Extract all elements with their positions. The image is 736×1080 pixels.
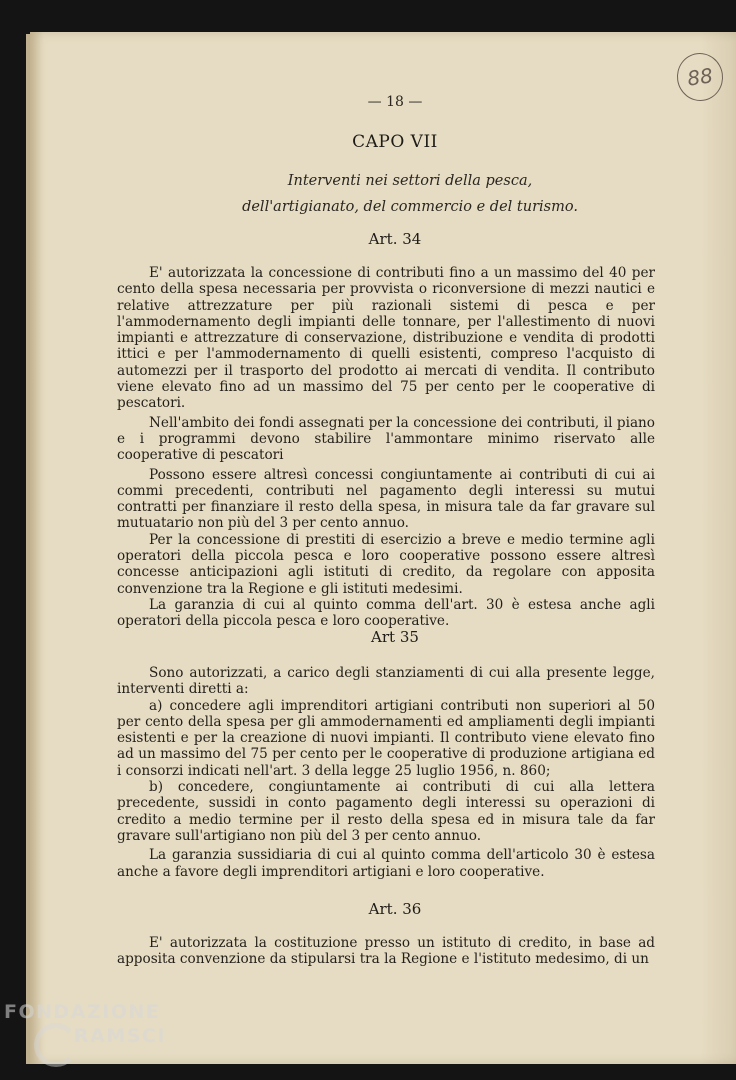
article-heading: Art. 34 — [368, 230, 422, 248]
article-heading: Art. 36 — [368, 900, 422, 918]
chapter-subtitle — [0, 168, 736, 220]
article-paragraph: b) concedere, congiuntamente ai contributi di cui alla lettera precedente, sussidi in conto pagamento degli interessi su operazioni di credito a medio termine per il resto della spesa ed in misura tale da far gravare sull'artigiano non più del 3 per cento annuo. — [117, 779, 655, 844]
article-paragraph: Per la concessione di prestiti di esercizio a breve e medio termine agli operatori della piccola pesca e loro cooperative possono essere altresì concesse anticipazioni agli istituti di credito, da regolare con apposita convenzione tra la Regione e gli istituti medesimi. — [117, 531, 655, 597]
watermark — [4, 1000, 166, 1048]
article-paragraph: Nell'ambito dei fondi assegnati per la concessione dei contributi, il piano e i programmi devono stabilire l'ammontare minimo riservato alle cooperative di pescatori — [117, 414, 655, 464]
article-body — [117, 935, 655, 968]
article-heading: Art 35 — [371, 628, 419, 646]
article-paragraph: a) concedere agli imprenditori artigiani contributi non superiori al 50 per cento della spesa per gli ammodernamenti ed ampliamenti degli impianti esistenti e per la creazione di nuovi impianti. Il contributo viene elevato fino ad un massimo del 75 per cento per le cooperative di produzione artigiana ed i consorzi indicati nell'art. 3 della legge 25 luglio 1956, n. 860; — [117, 697, 655, 779]
article-paragraph: La garanzia di cui al quinto comma dell'art. 30 è estesa anche agli operatori della piccola pesca e loro cooperative. — [117, 596, 655, 630]
watermark-line: RAMSCI — [74, 1025, 166, 1047]
article-paragraph: La garanzia sussidiaria di cui al quinto comma dell'articolo 30 è estesa anche a favore degli imprenditori artigiani e loro cooperative. — [117, 847, 655, 880]
article-paragraph: Sono autorizzati, a carico degli stanziamenti di cui alla presente legge, interventi diretti a: — [117, 665, 655, 698]
article-body — [117, 665, 655, 880]
watermark-line: FONDAZIONE — [4, 1001, 161, 1023]
archive-stamp-number: 88 — [685, 63, 715, 91]
page-number: — 18 — — [367, 94, 423, 110]
chapter-subtitle-line: dell'artigianato, del commercio e del turismo. — [242, 199, 578, 215]
chapter-title: CAPO VII — [352, 132, 438, 152]
article-paragraph: E' autorizzata la costituzione presso un istituto di credito, in base ad apposita convenzione da stipularsi tra la Regione e l'istituto medesimo, di un — [117, 935, 655, 968]
article-paragraph: Possono essere altresì concessi congiuntamente ai contributi di cui ai commi precedenti, contributi nel pagamento degli interessi su mutui contratti per finanziare il resto della spesa, in misura tale da far gravare sul mutuatario non più del 3 per cento annuo. — [117, 466, 655, 532]
chapter-subtitle-line: Interventi nei settori della pesca, — [287, 173, 533, 189]
article-body — [117, 265, 655, 630]
article-paragraph: E' autorizzata la concessione di contributi fino a un massimo del 40 per cento della spesa necessaria per provvista o riconversione di mezzi nautici e relative attrezzature per più razionali sistemi di pesca e per l'ammodernamento degli impianti delle tonnare, per l'allestimento di nuovi impianti e attrezzature di conservazione, distribuzione e vendita di prodotti ittici e per l'ammodernamento di quelli esistenti, compreso l'acquisto di automezzi per il trasporto del prodotto ai mercati di vendita. Il contributo viene elevato fino ad un massimo del 75 per cento per le cooperative di pescatori. — [117, 265, 655, 412]
